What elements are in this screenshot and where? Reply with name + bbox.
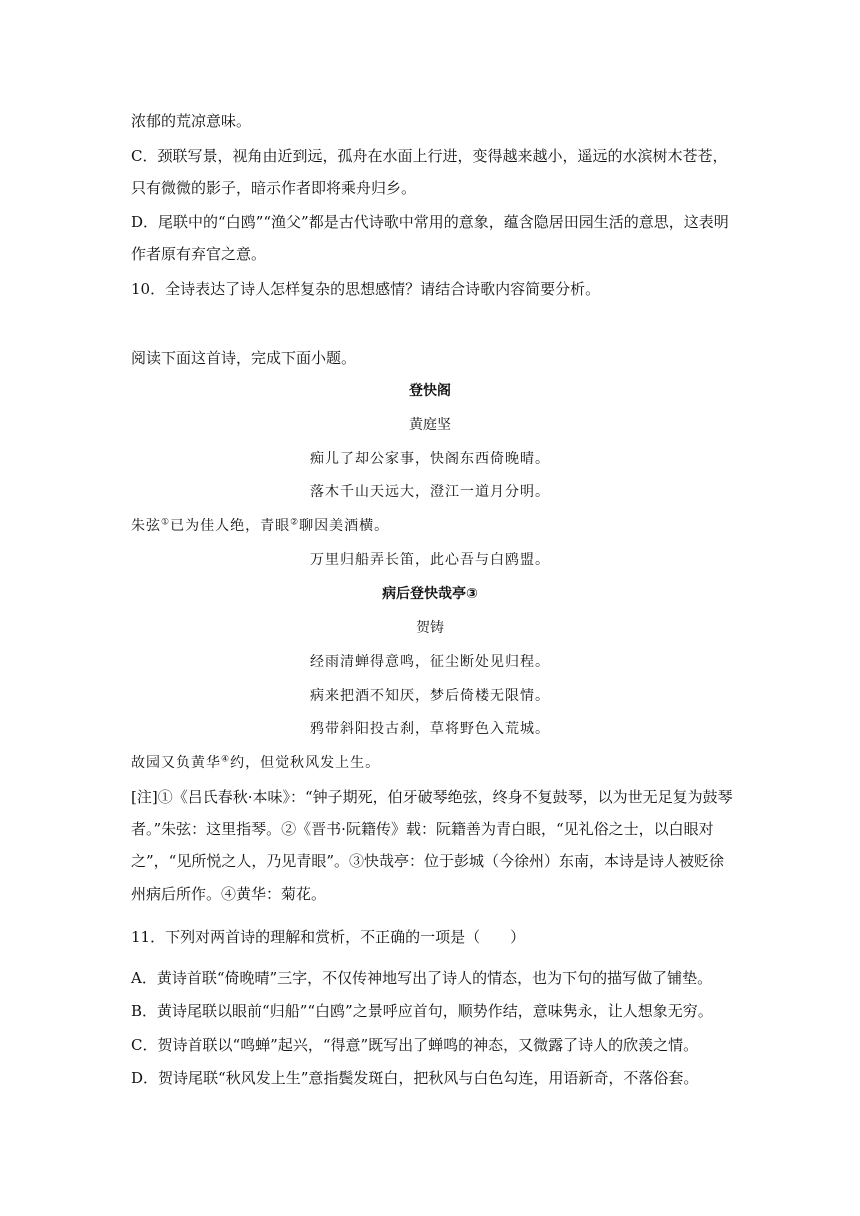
poem1-line: 落木千山天远大，澄江一道月分明。: [310, 484, 550, 500]
q9-option-c-line1: C．颈联写景，视角由近到远，孤舟在水面上行进，变得越来越小，遥远的水滨树木苍苍，: [131, 147, 728, 165]
footnote-mark: ④: [221, 754, 231, 765]
poem1-line: 万里归船弄长笛，此心吾与白鸥盟。: [310, 552, 550, 568]
question-11-option-d: D．贺诗尾联“秋风发上生”意指鬓发斑白，把秋风与白色勾连，用语新奇，不落俗套。: [131, 1069, 699, 1087]
poem2-line4-part: 故园又负黄华: [131, 755, 221, 771]
poem2-line: 经雨清蝉得意鸣，征尘断处见归程。: [310, 654, 550, 670]
poem1-line3-part: 已为佳人绝，青眼: [170, 518, 291, 534]
q9-option-c-line2: 只有微微的影子，暗示作者即将乘舟归乡。: [131, 179, 417, 197]
question-11-option-b: B．黄诗尾联以眼前“归船”“白鸥”之景呼应首句，顺势作结，意味隽永，让人想象无穷。: [131, 1002, 713, 1020]
notes-line4: 州病后所作。④黄华：菊花。: [131, 885, 327, 903]
q9-option-b-continued: 浓郁的荒凉意味。: [131, 112, 252, 130]
question-11-option-a: A．黄诗首联“倚晚晴”三字，不仅传神地写出了诗人的情态，也为下句的描写做了铺垫。: [131, 969, 713, 987]
notes-line1: [注]①《吕氏春秋·本味》：“钟子期死，伯牙破琴绝弦，终身不复鼓琴，以为世无足复为鼓琴: [131, 788, 733, 806]
poem1-line3-part: 朱弦: [131, 518, 161, 534]
poem2-line: 病来把酒不知厌，梦后倚楼无限情。: [310, 688, 550, 704]
question-11-stem: 11．下列对两首诗的理解和赏析，不正确的一项是（ ）: [131, 928, 526, 946]
poem1-author: 黄庭坚: [409, 417, 451, 433]
notes-line2: 者。”朱弦：这里指琴。②《晋书·阮籍传》载：阮籍善为青白眼，“见礼俗之士，以白眼对: [131, 820, 714, 838]
poem1-line: 痴儿了却公家事，快阁东西倚晚晴。: [310, 451, 550, 467]
poem2-line: 鸦带斜阳投古刹，草将野色入荒城。: [310, 721, 550, 737]
q9-option-d-line1: D．尾联中的“白鸥”“渔父”都是古代诗歌中常用的意象，蕴含隐居田园生活的意思，这表明: [131, 213, 729, 231]
poem2-line4-part: 约，但觉秋风发上生。: [230, 755, 381, 771]
question-11-option-c: C．贺诗首联以“鸣蝉”起兴，“得意”既写出了蝉鸣的神态，又微露了诗人的欣羡之情。: [131, 1036, 699, 1054]
poem1-line: [131, 516, 731, 536]
q9-option-d-line2: 作者原有弃官之意。: [131, 245, 267, 263]
footnote-mark: ①: [161, 517, 171, 528]
question-10: 10．全诗表达了诗人怎样复杂的思想感情？请结合诗歌内容简要分析。: [131, 280, 601, 298]
footnote-mark: ②: [290, 517, 300, 528]
poem1-line3-part: 聊因美酒横。: [299, 518, 390, 534]
reading-intro: 阅读下面这首诗，完成下面小题。: [131, 349, 357, 367]
poem2-line: [131, 753, 731, 773]
poem1-title: 登快阁: [409, 383, 451, 399]
poem2-title: 病后登快哉亭③: [382, 586, 478, 602]
notes-line3: 之”，“见所悦之人，乃见青眼”。③快哉亭：位于彭城（今徐州）东南，本诗是诗人被贬徐: [131, 852, 725, 870]
poem2-author: 贺铸: [416, 620, 444, 636]
